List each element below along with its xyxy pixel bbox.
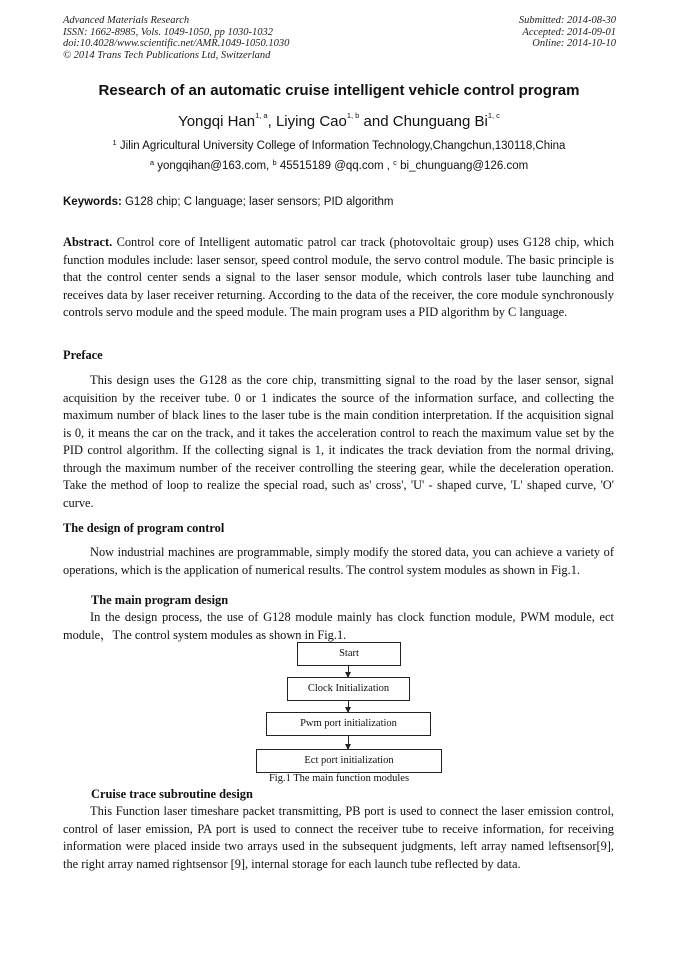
author-name: Yongqi Han (178, 113, 256, 130)
author-separator: , (267, 113, 276, 130)
journal-name: Advanced Materials Research (63, 15, 190, 26)
journal-info (63, 15, 289, 61)
accepted-date: Accepted: 2014-09-01 (522, 26, 616, 38)
paper-title: Research of an automatic cruise intelligent vehicle control program (98, 82, 580, 99)
journal-doi: doi:10.4028/www.scientific.net/AMR.1049-1050.1030 (63, 38, 290, 49)
flow-arrow (348, 736, 349, 749)
journal-copyright: © 2014 Trans Tech Publications Ltd, Switzerland (63, 49, 271, 61)
keywords (63, 196, 393, 208)
email-sup: c (393, 158, 397, 167)
author-separator: and (359, 113, 393, 130)
email-sup: a (149, 158, 154, 167)
preface-paragraph: This design uses the G128 as the core chip, transmitting signal to the road by the laser sensor, signal acquisition by the receiver tube. 0 or 1 indicates the source of the information surface, and collecting the maximum number of black lines to the laser tube is the main condition interpretation. If the acquisition signal is 0, it means the car on the track, and it takes the acceleration control to reach the maximum value set by the PID control algorithm. If the collecting signal is 1, it indicates the track deviation from the normal driving, through the maximum number of the receiver controlling the steering gear, while the deceleration operation. Take the method of loop to realize the special road, such as' cross', 'U' - shaped curve, 'L' shaped curve, 'O' curve. (63, 373, 614, 510)
submitted-date: Submitted: 2014-08-30 (518, 15, 616, 26)
flow-arrow (348, 701, 349, 712)
keywords-label: Keywords: (63, 196, 122, 208)
subsection-heading-main-program: The main program design (91, 593, 229, 607)
email-link[interactable]: yongqihan@163.com, (157, 160, 273, 172)
flow-arrow (348, 666, 349, 677)
abstract (63, 234, 614, 322)
email-link[interactable]: 45515189 @qq.com , (279, 160, 394, 172)
journal-issn: ISSN: 1662-8985, Vols. 1049-1050, pp 1030-1032 (63, 26, 273, 38)
publication-dates (519, 15, 616, 50)
author-name: Liying Cao (275, 113, 347, 130)
main-program-paragraph: In the design process, the use of G128 module mainly has clock function module, PWM module, ect module，The control system modules as shown in Fig.1. (63, 610, 614, 642)
cruise-paragraph: This Function laser timeshare packet transmitting, PB port is used to connect the laser emission control, control of laser emission, PA port is used to connect the receiver tube to receive information, for receiving information were placed inside two arrays used in the subsequent judgments, left array named leftsensor[9], the right array named rightsensor [9], internal storage for each launch tube reflected by data. (63, 804, 614, 871)
flow-step-start: Start (297, 642, 401, 666)
affiliation (0, 140, 678, 152)
email-link[interactable]: bi_chunguang@126.com (400, 160, 529, 172)
author-list (0, 113, 678, 130)
subsection-heading-cruise-trace: Cruise trace subroutine design (91, 787, 253, 801)
author-affil-sup: 1, c (487, 111, 500, 120)
flow-step-pwm-init: Pwm port initialization (266, 712, 431, 736)
author-name: Chunguang Bi (392, 113, 488, 130)
affiliation-sup: 1 (112, 138, 117, 147)
flow-step-clock-init: Clock Initialization (287, 677, 410, 701)
abstract-text: Control core of Intelligent automatic patrol car track (photovoltaic group) uses G128 chip, which function modules include: laser sensor, speed control module, the servo control module. The basic principle is that the control center sends a signal to the laser sensor module, which controls laser tube launching and receives data by laser receiver returning. According to the data of the receiver, the core module synchronously controls servo module and the speed module. The main program uses a PID algorithm by C language. (63, 235, 614, 319)
flow-step-ect-init: Ect port initialization (256, 749, 442, 773)
affiliation-text: Jilin Agricultural University College of Information Technology,Changchun,130118,China (119, 140, 566, 152)
email-sup: b (272, 158, 277, 167)
author-emails (0, 160, 678, 172)
author-affil-sup: 1, b (346, 111, 360, 120)
section-heading-design: The design of program control (63, 521, 225, 535)
design-paragraph: Now industrial machines are programmable, simply modify the stored data, you can achieve a variety of operations, which is the application of numerical results. The control system modules as shown in Fig.1. (63, 545, 614, 577)
author-affil-sup: 1, a (255, 111, 268, 120)
abstract-label: Abstract. (63, 235, 113, 249)
keywords-text: G128 chip; C language; laser sensors; PID algorithm (121, 196, 394, 208)
online-date: Online: 2014-10-10 (532, 38, 616, 49)
section-heading-preface: Preface (63, 348, 103, 362)
figure-caption: Fig.1 The main function modules (268, 773, 410, 784)
